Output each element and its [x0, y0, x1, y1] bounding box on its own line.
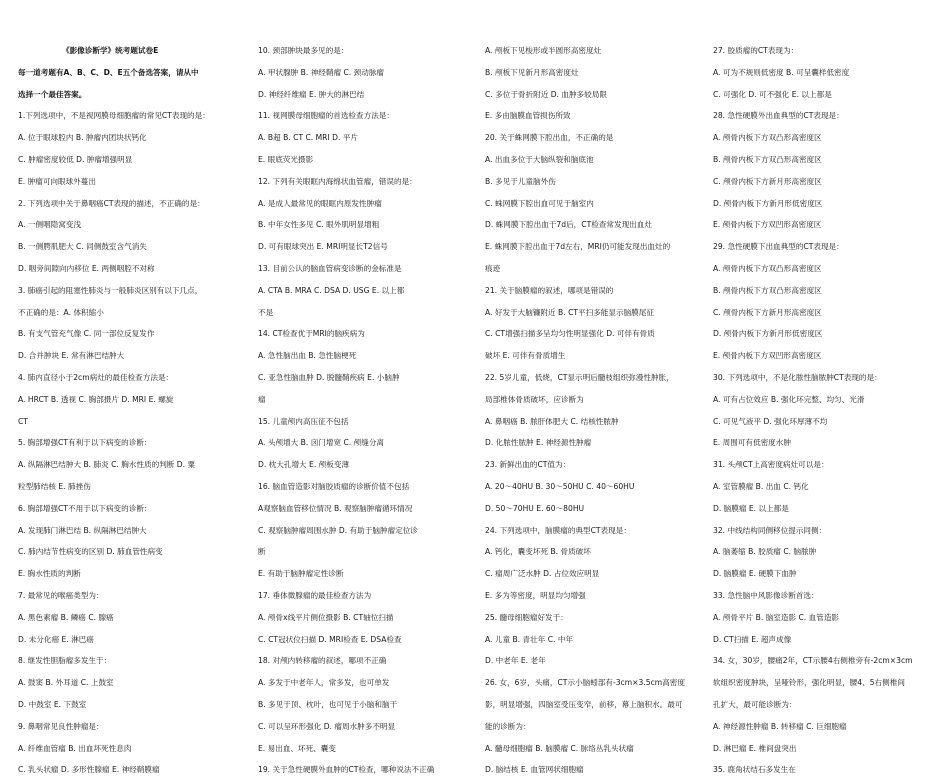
question-text-line: 能的诊断为：: [485, 721, 531, 731]
column-3: [485, 40, 707, 775]
question-text-line: E. 蛛网膜下腔出血于7d左右，MRI仍可能发现出血灶的: [485, 242, 671, 252]
question-text-line: E. 眼底荧光摄影: [258, 154, 314, 164]
question-text-line: A. 颅骨x线平片侧位摄影 B. CT轴位扫描: [258, 612, 394, 622]
question-text-line: 5. 胸部增强CT有利于以下病变的诊断：: [18, 438, 152, 448]
question-text-line: D. 脑膜瘤 E. 硬膜下血肿: [713, 569, 797, 579]
question-text-line: 33. 急性脑中风影像诊断首选：: [713, 590, 819, 600]
question-text-line: A. 20～40HU B. 30～50HU C. 40～60HU: [485, 481, 635, 491]
question-text-line: E. 多为等密度，明显均匀增强: [485, 590, 586, 600]
question-text-line: 4. 肺内直径小于2cm病灶的最佳检查方法是：: [18, 372, 174, 382]
question-text-line: D. 神经纤维瘤 E. 肿大的淋巴结: [258, 89, 365, 99]
question-text-line: CT: [18, 416, 28, 426]
question-text-line: A. 儿童 B. 青壮年 C. 中年: [485, 634, 574, 644]
question-text-line: A. 一侧咽隐窝变浅: [18, 220, 82, 230]
question-text-line: 痕迹: [485, 263, 501, 273]
question-text-line: 22. 5岁儿童，低烧，CT显示明后髓枝组织弥漫性肿胀，: [485, 372, 674, 382]
question-text-line: A. 纤维血管瘤 B. 出血坏死性息肉: [18, 743, 132, 753]
question-text-line: A. 黑色素瘤 B. 鳞癌 C. 腺癌: [18, 612, 114, 622]
question-text-line: D. 咽旁间隙向内移位 E. 两侧咽腔不对称: [18, 263, 155, 273]
question-text-line: E. 肿瘤可向眼球外蔓出: [18, 176, 96, 186]
question-text-line: A. 位于眼球腔内 B. 肿瘤内团块状钙化: [18, 133, 147, 143]
question-text-line: D. 颅骨内板下方新月形低密度区: [713, 198, 823, 208]
question-text-line: 10. 颈部肿块最多见的是：: [258, 46, 349, 55]
question-text-line: 19. 关于急性硬膜外血肿的CT检查，哪种说法不正确: [258, 765, 435, 775]
question-text-line: C. 亚急性脑血肿 D. 脱髓鞘疾病 E. 小脑肿: [258, 372, 400, 382]
question-text-line: B. 一侧腭肌肥大 C. 同侧鼓室含气消失: [18, 242, 147, 252]
question-text-line: C. 多位于骨折附近 D. 血肿多较局限: [485, 89, 607, 99]
question-text-line: C. 观察脑肿瘤周围水肿 D. 有助于脑肿瘤定位诊: [258, 525, 418, 535]
question-text-line: A. 急性脑出血 B. 急性脑梗死: [258, 351, 357, 361]
question-text-line: 17. 垂体微腺瘤的最佳检查方法为: [258, 590, 372, 600]
question-text-line: 28. 急性硬膜外出血典型的CT表现是：: [713, 111, 844, 121]
question-text-line: A. 室管膜瘤 B. 出血 C. 钙化: [713, 481, 809, 491]
question-text-line: 31. 头颅CT上高密度病灶可以是：: [713, 460, 829, 470]
instructions-line-2: 选择一个最佳答案。: [18, 89, 87, 99]
question-text-line: C. 可以呈环形强化 D. 瘤周水肿多不明显: [258, 721, 396, 731]
question-text-line: B. 多见于儿童脑外伤: [485, 176, 556, 186]
question-text-line: 20. 关于蛛网膜下腔出血，不正确的是: [485, 133, 614, 143]
question-text-line: 6. 胸部增强CT不用于以下病变的诊断：: [18, 503, 152, 513]
question-text-line: 14. CT检查优于MRI的脑疾病为: [258, 329, 365, 339]
question-text-line: E. 有助于脑肿瘤定性诊断: [258, 569, 344, 579]
question-text-line: B. 颅骨内板下方双凸形高密度区: [713, 154, 822, 164]
question-text-line: 破坏 E. 可伴有骨质增生: [485, 351, 566, 361]
column-2: [258, 40, 480, 775]
question-text-line: C. 可强化 D. 可不强化 E. 以上都是: [713, 89, 832, 99]
question-text-line: D. 蛛网膜下腔出血于7d后，CT检查常发现出血灶: [485, 220, 652, 230]
question-text-line: C. 肿瘤密度较低 D. 肿瘤增强明显: [18, 154, 133, 164]
question-text-line: C. 肺内结节性病变的区别 D. 肺血管性病变: [18, 547, 163, 557]
question-text-line: A. 出血多位于大脑纵裂和脑底池: [485, 154, 594, 164]
question-text-line: 29. 急性硬膜下出血典型的CT表现是：: [713, 242, 844, 252]
question-text-line: A. 多发于中老年人，常多发，也可单发: [258, 678, 390, 688]
question-text-line: B. 多见于顶、枕叶，也可见于小脑和脑干: [258, 699, 398, 709]
question-text-line: E. 多由脑膜血管损伤所致: [485, 111, 571, 121]
question-text-line: 粒型肺结核 E. 肺挫伤: [18, 481, 91, 491]
question-text-line: A. 脑萎缩 B. 胶质瘤 C. 脑脓肿: [713, 547, 817, 557]
column-2-lines: [258, 40, 480, 781]
question-text-line: A. HRCT B. 透视 C. 胸部摄片 D. MRI E. 螺旋: [18, 394, 174, 404]
question-text-line: A. 髓母细胞瘤 B. 脑膜瘤 C. 脉络丛乳头状瘤: [485, 743, 634, 753]
question-text-line: 18. 对颅内转移瘤的叙述，哪项不正确: [258, 656, 387, 666]
question-text-line: 27. 胶质瘤的CT表现为：: [713, 46, 799, 55]
question-text-line: 孔扩大，最可能诊断为：: [713, 699, 797, 709]
question-text-line: D. 合并肿块 E. 常有淋巴结肿大: [18, 351, 125, 361]
question-text-line: D. 淋巴瘤 E. 椎间盘突出: [713, 743, 797, 753]
question-text-line: 12. 下列有关眼眶内海绵状血管瘤，错误的是：: [258, 176, 417, 186]
question-text-line: D. CT扫描 E. 超声成像: [713, 634, 792, 644]
question-text-line: A. 颅板下见梭形或半圆形高密度灶: [485, 46, 602, 55]
question-text-line: 3. 肺癌引起的阻塞性肺炎与一般肺炎区别有以下几点，: [18, 285, 203, 295]
question-text-line: A. 颅骨内板下方双凸形高密度区: [713, 133, 822, 143]
question-text-line: 24. 下列选项中，脑膜瘤的典型CT表现是：: [485, 525, 631, 535]
question-text-line: C. 蛛网膜下腔出血可见于脑室内: [485, 198, 594, 208]
question-text-line: C. 乳头状瘤 D. 多形性腺瘤 E. 神经鞘膜瘤: [18, 765, 160, 775]
question-text-line: A. 颅骨内板下方双凸形高密度区: [713, 263, 822, 273]
question-text-line: C. 颅骨内板下方新月形高密度区: [713, 307, 822, 317]
question-text-line: 15. 儿童颅内高压征不包括: [258, 416, 349, 426]
question-text-line: 不正确的是：A. 体积缩小: [18, 307, 104, 317]
question-text-line: 25. 髓母细胞瘤好发于：: [485, 612, 568, 622]
question-text-line: 局部椎体骨质破坏，应诊断为: [485, 394, 584, 404]
question-text-line: D. 颅骨内板下方新月形低密度区: [713, 329, 823, 339]
question-text-line: 9. 鼻咽常见良性肿瘤是：: [18, 721, 104, 731]
question-text-line: D. 50～70HU E. 60～80HU: [485, 503, 585, 513]
column-3-lines: [485, 40, 707, 781]
question-text-line: B. 颅板下见新月形高密度灶: [485, 67, 579, 77]
question-text-line: A. 好发于大脑镰附近 B. CT平扫多能显示脑膜尾征: [485, 307, 654, 317]
question-text-line: 影，明显增强，四脑室受压变窄，前移，幕上脑积水。最可: [485, 699, 683, 709]
question-text-line: E. 易出血、坏死、囊变: [258, 743, 336, 753]
column-1-lines: [18, 105, 240, 781]
question-text-line: A. 是成人最常见的眼眶内原发性肿瘤: [258, 198, 382, 208]
question-text-line: A. 颅骨平片 B. 脑室造影 C. 血管造影: [713, 612, 840, 622]
question-text-line: 35. 鹿角状结石多发生在: [713, 765, 796, 775]
question-text-line: A. 发现肺门淋巴结 B. 纵隔淋巴结肿大: [18, 525, 147, 535]
question-text-line: 7. 最常见的喉癌类型为：: [18, 590, 104, 600]
question-text-line: 1.下列选项中，不是视网膜母细胞瘤的常见CT表现的是：: [18, 111, 210, 121]
question-text-line: 21. 关于脑膜瘤的叙述，哪项是错误的: [485, 285, 614, 295]
question-text-line: 30. 下列选项中，不是化脓性脑脓肿CT表现的是：: [713, 372, 882, 382]
question-text-line: D. 中鼓室 E. 下鼓室: [18, 699, 87, 709]
question-text-line: A. 纵隔淋巴结肿大 B. 肺炎 C. 胸水性质的判断 D. 粟: [18, 460, 196, 470]
question-text-line: A. 钙化，囊变坏死 B. 骨质破坏: [485, 547, 591, 557]
question-text-line: D. 脑膜瘤 E. 以上都是: [713, 503, 789, 513]
question-text-line: E. 颅骨内板下方双凹形高密度区: [713, 351, 822, 361]
question-text-line: D. 可有眼球突出 E. MRI明显长T2信号: [258, 242, 388, 252]
question-text-line: A. 鼻咽癌 B. 脓肝体肥大 C. 结核性脓肿: [485, 416, 619, 426]
instructions-line-1: 每一道考题有A、B、C、D、E五个备选答案，请从中: [18, 67, 199, 77]
question-text-line: A. 神经源性肿瘤 B. 转移瘤 C. 巨细胞瘤: [713, 721, 847, 731]
question-text-line: B. 中年女性多见 C. 眼外肌明显增粗: [258, 220, 380, 230]
question-text-line: A. B超 B. CT C. MRI D. 平片: [258, 133, 358, 143]
question-text-line: C. CT冠状位扫描 D. MRI检查 E. DSA检查: [258, 634, 402, 644]
question-text-line: A. 可有占位效应 B. 强化环完整、均匀、光滑: [713, 394, 865, 404]
question-text-line: 32. 中线结构同侧移位提示同侧：: [713, 525, 827, 535]
question-text-line: C. 瘤周广泛水肿 D. 占位效应明显: [485, 569, 600, 579]
question-text-line: A. CTA B. MRA C. DSA D. USG E. 以上都: [258, 285, 405, 295]
question-text-line: 8. 继发性胆脂瘤多发生于：: [18, 656, 112, 666]
question-text-line: 26. 女，6岁，头痛，CT示小脑蚓部有-3cm×3.5cm高密度: [485, 678, 685, 688]
column-4-lines: [713, 40, 935, 781]
question-text-line: 11. 视网膜母细胞瘤的首选检查方法是：: [258, 111, 394, 121]
question-text-line: B. 颅骨内板下方双凸形高密度区: [713, 285, 822, 295]
question-text-line: B. 有支气管充气像 C. 同一部位反复发作: [18, 329, 155, 339]
question-text-line: A. 鼓窦 B. 外耳道 C. 上鼓室: [18, 678, 114, 688]
question-text-line: 16. 脑血管造影对脑胶质瘤的诊断价值不包括: [258, 481, 410, 491]
question-text-line: 软组织密度肿块，呈哑铃形，强化明显，腰4、5右侧椎间: [713, 678, 905, 688]
question-text-line: 34. 女，30岁，腰痛2年，CT示腰4右侧椎旁有-2cm×3cm: [713, 656, 913, 666]
question-text-line: E. 颅骨内板下方双凹形高密度区: [713, 220, 822, 230]
question-text-line: 不是: [258, 307, 274, 317]
question-text-line: 断: [258, 547, 266, 557]
question-text-line: E. 周围可有低密度水肿: [713, 438, 791, 448]
question-text-line: D. 枕大孔增大 E. 颅板变薄: [258, 460, 350, 470]
question-text-line: A. 甲状腺肿 B. 神经鞘瘤 C. 颈动脉瘤: [258, 67, 385, 77]
question-text-line: E. 胸水性质的判断: [18, 569, 81, 579]
question-text-line: A. 头颅增大 B. 囟门增宽 C. 颅缝分离: [258, 438, 385, 448]
question-text-line: 13. 目前公认的脑血管病变诊断的金标准是: [258, 263, 402, 273]
column-4: [713, 40, 935, 775]
question-text-line: A. 可为不规则低密度 B. 可呈囊样低密度: [713, 67, 850, 77]
column-1: [18, 40, 240, 775]
question-text-line: A观察脑血管移位情况 B. 观察脑肿瘤循环情况: [258, 503, 413, 513]
exam-title: 《影像诊断学》统考题试卷E: [62, 46, 159, 55]
question-text-line: 瘤: [258, 394, 266, 404]
question-text-line: C. CT增强扫描多呈均匀性明显强化 D. 可伴有骨质: [485, 329, 655, 339]
question-text-line: D. 中老年 E. 老年: [485, 656, 546, 666]
question-text-line: 23. 新鲜出血的CT值为：: [485, 460, 571, 470]
question-text-line: D. 未分化癌 E. 淋巴癌: [18, 634, 94, 644]
question-text-line: 2. 下列选项中关于鼻咽癌CT表现的描述，不正确的是：: [18, 198, 205, 208]
question-text-line: C. 可见气液平 D. 强化环厚薄不均: [713, 416, 828, 426]
question-text-line: D. 脑结核 E. 血管网状细胞瘤: [485, 765, 584, 775]
question-text-line: C. 颅骨内板下方新月形高密度区: [713, 176, 822, 186]
question-text-line: D. 化脓性脓肿 E. 神经源性肿瘤: [485, 438, 592, 448]
